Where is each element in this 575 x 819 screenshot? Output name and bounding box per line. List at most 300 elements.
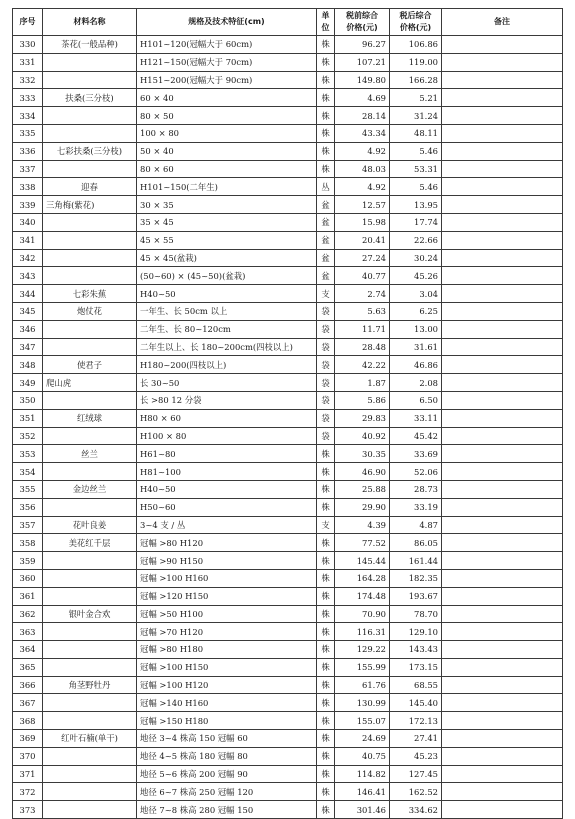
spec: H61~80 [137, 445, 317, 463]
post-tax-price: 162.52 [390, 783, 442, 801]
row-number: 362 [13, 605, 43, 623]
unit: 株 [317, 605, 335, 623]
remark [442, 498, 563, 516]
pre-tax-price: 77.52 [335, 534, 390, 552]
table-row [13, 480, 563, 498]
row-number: 354 [13, 463, 43, 481]
unit: 株 [317, 36, 335, 54]
post-tax-price: 33.69 [390, 445, 442, 463]
row-number: 360 [13, 569, 43, 587]
post-tax-price: 6.50 [390, 391, 442, 409]
unit: 株 [317, 71, 335, 89]
pre-tax-price: 2.74 [335, 285, 390, 303]
spec: 30 × 35 [137, 196, 317, 214]
unit: 袋 [317, 320, 335, 338]
remark [442, 427, 563, 445]
material-name [43, 783, 137, 801]
table-row [13, 801, 563, 819]
spec: 地径 6~7 株高 250 冠幅 120 [137, 783, 317, 801]
row-number: 366 [13, 676, 43, 694]
unit: 株 [317, 89, 335, 107]
row-number: 332 [13, 71, 43, 89]
post-tax-price: 45.42 [390, 427, 442, 445]
spec: H121~150(冠幅大于 70cm) [137, 53, 317, 71]
material-name: 金边丝兰 [43, 480, 137, 498]
row-number: 353 [13, 445, 43, 463]
material-name: 迎春 [43, 178, 137, 196]
remark [442, 142, 563, 160]
remark [442, 480, 563, 498]
material-name: 角茎野牡丹 [43, 676, 137, 694]
remark [442, 53, 563, 71]
remark [442, 587, 563, 605]
post-tax-price: 3.04 [390, 285, 442, 303]
row-number: 345 [13, 302, 43, 320]
spec: 45 × 55 [137, 231, 317, 249]
remark [442, 658, 563, 676]
remark [442, 213, 563, 231]
remark [442, 36, 563, 54]
unit: 株 [317, 463, 335, 481]
spec: H81~100 [137, 463, 317, 481]
row-number: 339 [13, 196, 43, 214]
material-name [43, 124, 137, 142]
pre-tax-price: 46.90 [335, 463, 390, 481]
material-name [43, 231, 137, 249]
spec: 地径 5~6 株高 200 冠幅 90 [137, 765, 317, 783]
row-number: 364 [13, 641, 43, 659]
table-row [13, 552, 563, 570]
row-number: 337 [13, 160, 43, 178]
material-name: 七彩朱蕉 [43, 285, 137, 303]
post-tax-price: 119.00 [390, 53, 442, 71]
header-pre-tax-line1: 税前综合 [346, 11, 378, 20]
pre-tax-price: 301.46 [335, 801, 390, 819]
remark [442, 676, 563, 694]
post-tax-price: 17.74 [390, 213, 442, 231]
material-name [43, 338, 137, 356]
unit: 支 [317, 285, 335, 303]
material-name: 茶花(一般品种) [43, 36, 137, 54]
row-number: 358 [13, 534, 43, 552]
remark [442, 516, 563, 534]
table-row [13, 694, 563, 712]
remark [442, 124, 563, 142]
material-name [43, 712, 137, 730]
remark [442, 765, 563, 783]
table-row [13, 747, 563, 765]
post-tax-price: 129.10 [390, 623, 442, 641]
row-number: 361 [13, 587, 43, 605]
remark [442, 71, 563, 89]
material-name: 美花红千层 [43, 534, 137, 552]
remark [442, 552, 563, 570]
remark [442, 338, 563, 356]
post-tax-price: 145.40 [390, 694, 442, 712]
spec: 冠幅 >150 H180 [137, 712, 317, 730]
table-row [13, 641, 563, 659]
row-number: 330 [13, 36, 43, 54]
unit: 株 [317, 676, 335, 694]
post-tax-price: 161.44 [390, 552, 442, 570]
spec: 冠幅 >140 H160 [137, 694, 317, 712]
table-row [13, 623, 563, 641]
row-number: 346 [13, 320, 43, 338]
header-unit-line2: 位 [321, 23, 330, 32]
spec: 3~4 支 / 丛 [137, 516, 317, 534]
post-tax-price: 22.66 [390, 231, 442, 249]
spec: 45 × 45(盆栽) [137, 249, 317, 267]
post-tax-price: 172.13 [390, 712, 442, 730]
post-tax-price: 127.45 [390, 765, 442, 783]
spec: 100 × 80 [137, 124, 317, 142]
post-tax-price: 28.73 [390, 480, 442, 498]
material-name: 扶桑(三分枝) [43, 89, 137, 107]
spec: (50~60) × (45~50)(盆栽) [137, 267, 317, 285]
pre-tax-price: 114.82 [335, 765, 390, 783]
remark [442, 356, 563, 374]
unit: 株 [317, 107, 335, 125]
unit: 盆 [317, 249, 335, 267]
material-name [43, 427, 137, 445]
table-row [13, 569, 563, 587]
material-name [43, 249, 137, 267]
table-row [13, 463, 563, 481]
spec: H180~200(四枝以上) [137, 356, 317, 374]
row-number: 373 [13, 801, 43, 819]
table-row [13, 516, 563, 534]
remark [442, 107, 563, 125]
pre-tax-price: 129.22 [335, 641, 390, 659]
table-row [13, 160, 563, 178]
material-name: 红叶石楠(单干) [43, 730, 137, 748]
remark [442, 160, 563, 178]
spec: 80 × 60 [137, 160, 317, 178]
material-name [43, 694, 137, 712]
spec: H50~60 [137, 498, 317, 516]
header-unit-line1: 单 [321, 11, 330, 20]
pre-tax-price: 48.03 [335, 160, 390, 178]
pre-tax-price: 174.48 [335, 587, 390, 605]
remark [442, 374, 563, 392]
material-name [43, 641, 137, 659]
unit: 株 [317, 445, 335, 463]
spec: 一年生、长 50cm 以上 [137, 302, 317, 320]
post-tax-price: 27.41 [390, 730, 442, 748]
unit: 丛 [317, 178, 335, 196]
pre-tax-price: 5.63 [335, 302, 390, 320]
remark [442, 534, 563, 552]
pre-tax-price: 27.24 [335, 249, 390, 267]
table-row [13, 374, 563, 392]
pre-tax-price: 28.48 [335, 338, 390, 356]
row-number: 368 [13, 712, 43, 730]
material-name: 银叶金合欢 [43, 605, 137, 623]
table-row [13, 356, 563, 374]
unit: 株 [317, 801, 335, 819]
material-name [43, 765, 137, 783]
material-name [43, 747, 137, 765]
material-name [43, 320, 137, 338]
pre-tax-price: 146.41 [335, 783, 390, 801]
pre-tax-price: 4.92 [335, 142, 390, 160]
unit: 株 [317, 124, 335, 142]
row-number: 331 [13, 53, 43, 71]
pre-tax-price: 70.90 [335, 605, 390, 623]
remark [442, 623, 563, 641]
material-name [43, 623, 137, 641]
remark [442, 445, 563, 463]
row-number: 348 [13, 356, 43, 374]
unit: 株 [317, 712, 335, 730]
post-tax-price: 68.55 [390, 676, 442, 694]
post-tax-price: 31.61 [390, 338, 442, 356]
spec: 冠幅 >70 H120 [137, 623, 317, 641]
header-post-tax-line2: 价格(元) [399, 23, 432, 32]
table-row [13, 213, 563, 231]
remark [442, 178, 563, 196]
unit: 株 [317, 53, 335, 71]
row-number: 355 [13, 480, 43, 498]
post-tax-price: 53.31 [390, 160, 442, 178]
spec: 冠幅 >80 H120 [137, 534, 317, 552]
unit: 株 [317, 587, 335, 605]
remark [442, 409, 563, 427]
remark [442, 641, 563, 659]
post-tax-price: 30.24 [390, 249, 442, 267]
material-name [43, 658, 137, 676]
post-tax-price: 46.86 [390, 356, 442, 374]
unit: 袋 [317, 409, 335, 427]
spec: 冠幅 >100 H120 [137, 676, 317, 694]
post-tax-price: 5.46 [390, 142, 442, 160]
pre-tax-price: 15.98 [335, 213, 390, 231]
post-tax-price: 48.11 [390, 124, 442, 142]
table-row [13, 658, 563, 676]
material-name [43, 391, 137, 409]
table-row [13, 36, 563, 54]
remark [442, 463, 563, 481]
header-unit [317, 9, 335, 36]
table-row [13, 53, 563, 71]
unit: 袋 [317, 302, 335, 320]
header-pre-tax-line2: 价格(元) [346, 23, 378, 32]
unit: 株 [317, 694, 335, 712]
material-name [43, 160, 137, 178]
remark [442, 302, 563, 320]
pre-tax-price: 116.31 [335, 623, 390, 641]
spec: 长 >80 12 分袋 [137, 391, 317, 409]
pre-tax-price: 107.21 [335, 53, 390, 71]
spec: 长 30~50 [137, 374, 317, 392]
unit: 株 [317, 747, 335, 765]
row-number: 371 [13, 765, 43, 783]
spec: H100 × 80 [137, 427, 317, 445]
table-row [13, 142, 563, 160]
table-row [13, 587, 563, 605]
row-number: 349 [13, 374, 43, 392]
row-number: 338 [13, 178, 43, 196]
row-number: 369 [13, 730, 43, 748]
pre-tax-price: 164.28 [335, 569, 390, 587]
remark [442, 712, 563, 730]
post-tax-price: 5.46 [390, 178, 442, 196]
table-row [13, 534, 563, 552]
material-name [43, 801, 137, 819]
material-name: 花叶良姜 [43, 516, 137, 534]
row-number: 343 [13, 267, 43, 285]
spec: 冠幅 >100 H150 [137, 658, 317, 676]
remark [442, 267, 563, 285]
header-remark: 备注 [442, 9, 563, 36]
header-material-name: 材料名称 [43, 9, 137, 36]
spec: 冠幅 >50 H100 [137, 605, 317, 623]
row-number: 359 [13, 552, 43, 570]
header-pre-tax-price [335, 9, 390, 36]
post-tax-price: 193.67 [390, 587, 442, 605]
unit: 株 [317, 765, 335, 783]
spec: H40~50 [137, 285, 317, 303]
header-row [13, 9, 563, 36]
material-name: 七彩扶桑(三分枝) [43, 142, 137, 160]
pre-tax-price: 28.14 [335, 107, 390, 125]
unit: 株 [317, 730, 335, 748]
spec: 60 × 40 [137, 89, 317, 107]
row-number: 347 [13, 338, 43, 356]
material-name [43, 498, 137, 516]
unit: 袋 [317, 391, 335, 409]
table-row [13, 196, 563, 214]
post-tax-price: 31.24 [390, 107, 442, 125]
spec: 地径 4~5 株高 180 冠幅 80 [137, 747, 317, 765]
spec: 80 × 50 [137, 107, 317, 125]
material-name: 使君子 [43, 356, 137, 374]
row-number: 357 [13, 516, 43, 534]
spec: H101~150(二年生) [137, 178, 317, 196]
post-tax-price: 6.25 [390, 302, 442, 320]
post-tax-price: 78.70 [390, 605, 442, 623]
post-tax-price: 33.19 [390, 498, 442, 516]
row-number: 352 [13, 427, 43, 445]
post-tax-price: 4.87 [390, 516, 442, 534]
pre-tax-price: 30.35 [335, 445, 390, 463]
post-tax-price: 33.11 [390, 409, 442, 427]
table-row [13, 320, 563, 338]
remark [442, 569, 563, 587]
pre-tax-price: 130.99 [335, 694, 390, 712]
post-tax-price: 143.43 [390, 641, 442, 659]
unit: 株 [317, 534, 335, 552]
pre-tax-price: 145.44 [335, 552, 390, 570]
row-number: 341 [13, 231, 43, 249]
pre-tax-price: 29.83 [335, 409, 390, 427]
remark [442, 391, 563, 409]
material-name: 红绒球 [43, 409, 137, 427]
pre-tax-price: 42.22 [335, 356, 390, 374]
unit: 株 [317, 498, 335, 516]
remark [442, 196, 563, 214]
table-row [13, 605, 563, 623]
spec: 35 × 45 [137, 213, 317, 231]
spec: 地径 3~4 株高 150 冠幅 60 [137, 730, 317, 748]
unit: 株 [317, 142, 335, 160]
unit: 株 [317, 552, 335, 570]
material-name [43, 569, 137, 587]
material-name: 炮仗花 [43, 302, 137, 320]
table-row [13, 427, 563, 445]
row-number: 370 [13, 747, 43, 765]
spec: 地径 7~8 株高 280 冠幅 150 [137, 801, 317, 819]
remark [442, 730, 563, 748]
remark [442, 747, 563, 765]
post-tax-price: 182.35 [390, 569, 442, 587]
pre-tax-price: 40.75 [335, 747, 390, 765]
unit: 株 [317, 480, 335, 498]
header-spec: 规格及技术特征(cm) [137, 9, 317, 36]
table-row [13, 302, 563, 320]
remark [442, 285, 563, 303]
spec: H151~200(冠幅大于 90cm) [137, 71, 317, 89]
remark [442, 320, 563, 338]
unit: 盆 [317, 196, 335, 214]
spec: 冠幅 >80 H180 [137, 641, 317, 659]
unit: 盆 [317, 231, 335, 249]
row-number: 356 [13, 498, 43, 516]
spec: 二年生以上、长 180~200cm(四枝以上) [137, 338, 317, 356]
pre-tax-price: 20.41 [335, 231, 390, 249]
post-tax-price: 86.05 [390, 534, 442, 552]
row-number: 367 [13, 694, 43, 712]
material-name [43, 552, 137, 570]
post-tax-price: 13.00 [390, 320, 442, 338]
post-tax-price: 45.26 [390, 267, 442, 285]
remark [442, 694, 563, 712]
unit: 袋 [317, 427, 335, 445]
pre-tax-price: 40.92 [335, 427, 390, 445]
table-row [13, 783, 563, 801]
post-tax-price: 334.62 [390, 801, 442, 819]
unit: 盆 [317, 213, 335, 231]
unit: 支 [317, 516, 335, 534]
post-tax-price: 5.21 [390, 89, 442, 107]
row-number: 350 [13, 391, 43, 409]
unit: 株 [317, 783, 335, 801]
post-tax-price: 45.23 [390, 747, 442, 765]
pre-tax-price: 4.69 [335, 89, 390, 107]
row-number: 365 [13, 658, 43, 676]
unit: 株 [317, 658, 335, 676]
pre-tax-price: 11.71 [335, 320, 390, 338]
table-row [13, 730, 563, 748]
unit: 株 [317, 569, 335, 587]
pre-tax-price: 12.57 [335, 196, 390, 214]
row-number: 351 [13, 409, 43, 427]
pre-tax-price: 149.80 [335, 71, 390, 89]
spec: H80 × 60 [137, 409, 317, 427]
pre-tax-price: 43.34 [335, 124, 390, 142]
material-name: 三角梅(紫花) [43, 196, 137, 214]
material-name: 丝兰 [43, 445, 137, 463]
material-name [43, 267, 137, 285]
table-row [13, 338, 563, 356]
row-number: 340 [13, 213, 43, 231]
material-name [43, 463, 137, 481]
table-header [13, 9, 563, 36]
spec: 冠幅 >90 H150 [137, 552, 317, 570]
table-row [13, 231, 563, 249]
pre-tax-price: 40.77 [335, 267, 390, 285]
unit: 株 [317, 623, 335, 641]
